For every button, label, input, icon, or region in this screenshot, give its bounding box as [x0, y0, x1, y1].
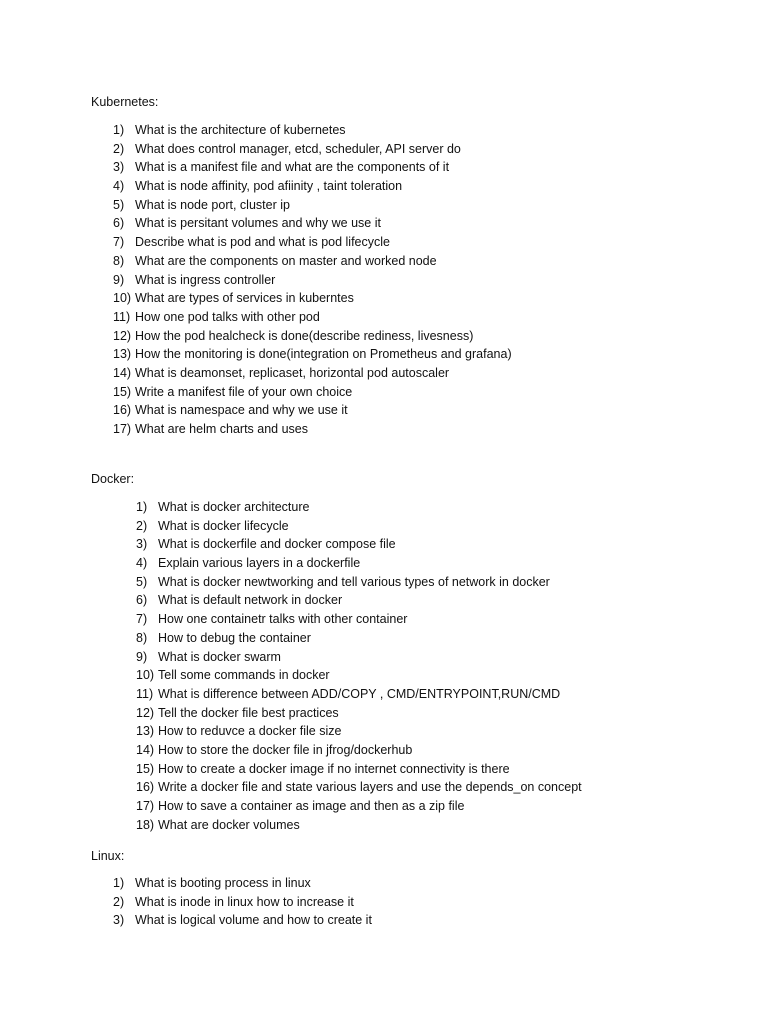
item-text: How the monitoring is done(integration on Prometheus and grafana): [135, 347, 512, 362]
item-text: What is difference between ADD/COPY , CMD/ENTRYPOINT,RUN/CMD: [158, 686, 561, 701]
item-text: What is persitant volumes and why we use it: [135, 216, 381, 231]
item-text: What does control manager, etcd, scheduler, API server do: [135, 141, 461, 156]
item-text: What is docker newtworking and tell various types of network in docker: [158, 574, 550, 589]
item-number: 8): [113, 253, 125, 268]
item-number: 15): [113, 384, 132, 399]
item-text: How to save a container as image and then as a zip file: [158, 799, 465, 813]
item-number: 6): [136, 593, 148, 608]
item-number: 12): [136, 705, 155, 720]
item-text: Tell some commands in docker: [158, 668, 330, 683]
item-number: 1): [113, 123, 125, 137]
item-number: 3): [136, 537, 148, 552]
item-text: What is ingress controller: [135, 272, 276, 287]
item-number: 2): [113, 894, 125, 909]
item-number: 9): [113, 272, 125, 287]
docker-heading: Docker:: [91, 472, 135, 486]
item-text: What is inode in linux how to increase it: [135, 894, 354, 909]
item-text: How one containetr talks with other container: [158, 612, 408, 627]
item-text: How one pod talks with other pod: [135, 309, 320, 324]
item-text: What is default network in docker: [158, 593, 343, 608]
item-number: 1): [136, 500, 148, 514]
item-number: 13): [136, 724, 155, 739]
item-number: 10): [136, 668, 155, 683]
item-text: How to store the docker file in jfrog/dockerhub: [158, 742, 413, 757]
item-number: 15): [136, 761, 155, 776]
item-number: 1): [113, 876, 125, 890]
item-number: 17): [113, 422, 132, 436]
item-number: 9): [136, 649, 148, 664]
item-text: What is a manifest file and what are the components of it: [135, 160, 450, 175]
item-number: 16): [113, 403, 132, 418]
item-text: How the pod healcheck is done(describe rediness, livesness): [135, 328, 474, 343]
item-number: 6): [113, 216, 125, 231]
item-number: 7): [113, 235, 125, 250]
item-number: 5): [113, 197, 125, 212]
item-text: What is logical volume and how to create it: [135, 913, 372, 928]
item-number: 5): [136, 574, 148, 589]
item-text: What is docker lifecycle: [158, 518, 289, 533]
item-number: 11): [136, 686, 154, 701]
item-text: Describe what is pod and what is pod lifecycle: [135, 235, 390, 250]
item-number: 8): [136, 630, 148, 645]
item-number: 16): [136, 780, 155, 795]
item-number: 12): [113, 328, 132, 343]
item-number: 7): [136, 612, 148, 627]
item-text: How to reduvce a docker file size: [158, 724, 342, 739]
item-text: What is deamonset, replicaset, horizontal pod autoscaler: [135, 365, 450, 380]
item-text: How to debug the container: [158, 630, 311, 645]
item-number: 2): [113, 141, 125, 156]
item-text: What is docker architecture: [158, 500, 310, 514]
item-text: What are docker volumes: [158, 817, 300, 832]
item-text: What is the architecture of kubernetes: [135, 123, 346, 137]
item-text: What is booting process in linux: [135, 876, 311, 890]
item-number: 3): [113, 160, 125, 175]
item-text: Explain various layers in a dockerfile: [158, 556, 361, 571]
item-text: What are the components on master and worked node: [135, 253, 437, 268]
item-number: 14): [113, 365, 132, 380]
item-text: Tell the docker file best practices: [158, 705, 339, 720]
kubernetes-heading: Kubernetes:: [91, 95, 159, 109]
item-text: What is dockerfile and docker compose file: [158, 537, 396, 552]
item-text: What is node affinity, pod afiinity , taint toleration: [135, 179, 403, 194]
item-text: What is node port, cluster ip: [135, 197, 290, 212]
linux-heading: Linux:: [91, 849, 125, 863]
item-number: 17): [136, 799, 155, 813]
item-number: 14): [136, 742, 155, 757]
item-number: 3): [113, 913, 125, 928]
item-text: Write a manifest file of your own choice: [135, 384, 353, 399]
item-text: How to create a docker image if no internet connectivity is there: [158, 761, 510, 776]
item-number: 4): [136, 556, 148, 571]
item-text: What is namespace and why we use it: [135, 403, 348, 418]
item-text: What are helm charts and uses: [135, 422, 308, 436]
item-text: Write a docker file and state various layers and use the depends_on concept: [158, 780, 582, 795]
item-number: 11): [113, 309, 131, 324]
item-number: 2): [136, 518, 148, 533]
item-text: What are types of services in kuberntes: [135, 291, 354, 306]
item-number: 18): [136, 817, 155, 832]
item-number: 13): [113, 347, 132, 362]
item-number: 10): [113, 291, 132, 306]
item-text: What is docker swarm: [158, 649, 281, 664]
item-number: 4): [113, 179, 125, 194]
